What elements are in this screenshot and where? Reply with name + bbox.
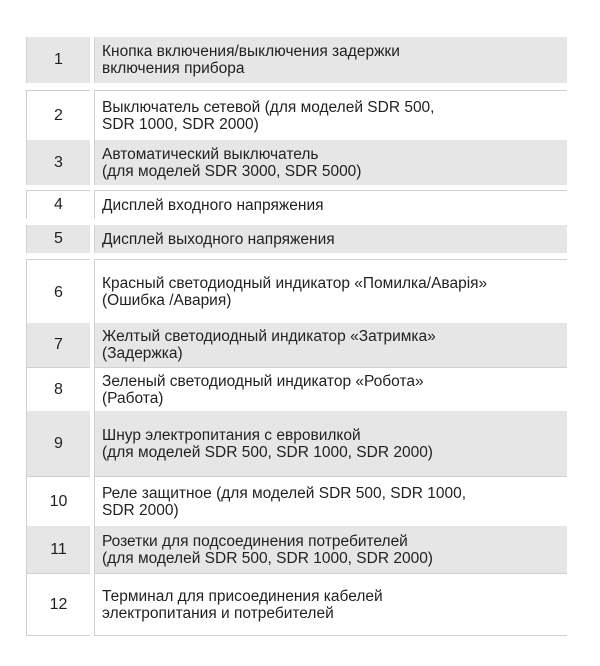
row-description (94, 323, 567, 367)
table-row (26, 476, 567, 526)
row-description-text: Дисплей выходного напряжения (102, 230, 335, 248)
table-row (26, 190, 567, 219)
row-description (94, 37, 567, 83)
row-description-text: Терминал для присоединения кабелей электропитания и потребителей (102, 587, 383, 622)
row-number: 4 (26, 190, 90, 219)
row-description (94, 367, 567, 411)
row-description (94, 411, 567, 476)
row-number: 1 (26, 37, 90, 83)
row-description (94, 573, 567, 636)
table-row (26, 323, 567, 367)
row-description-text: Желтый светодиодный индикатор «Затримка» (Задержка) (102, 328, 436, 362)
row-description (94, 90, 567, 140)
row-description (94, 140, 567, 185)
row-number: 11 (26, 526, 90, 573)
row-number: 12 (26, 573, 90, 636)
row-number: 8 (26, 367, 90, 411)
row-number: 7 (26, 323, 90, 367)
table-row (26, 90, 567, 140)
table-row (26, 259, 567, 323)
row-description-text: Реле защитное (для моделей SDR 500, SDR 1000, SDR 2000) (102, 484, 467, 519)
row-description-text: Зеленый светодиодный индикатор «Робота» (Работа) (102, 372, 424, 407)
row-description-text: Выключатель сетевой (для моделей SDR 500, SDR 1000, SDR 2000) (102, 98, 435, 133)
row-description-text: Автоматический выключатель (для моделей SDR 3000, SDR 5000) (102, 145, 362, 180)
row-number: 3 (26, 140, 90, 185)
row-description (94, 476, 567, 526)
row-number: 9 (26, 411, 90, 476)
row-description (94, 225, 567, 253)
row-description-text: Красный светодиодный индикатор «Помилка/Аварія» (Ошибка /Авария) (102, 275, 488, 309)
row-description (94, 526, 567, 573)
row-description-text: Шнур электропитания с евровилкой (для моделей SDR 500, SDR 1000, SDR 2000) (102, 426, 433, 461)
table-row (26, 526, 567, 573)
table-row (26, 140, 567, 185)
table-row (26, 411, 567, 476)
row-description-text: Кнопка включения/выключения задержки включения прибора (102, 43, 400, 77)
row-number: 6 (26, 259, 90, 323)
row-description (94, 259, 567, 323)
row-description (94, 190, 567, 219)
table-row (26, 225, 567, 253)
row-number: 5 (26, 225, 90, 253)
row-description-text: Розетки для подсоединения потребителей (для моделей SDR 500, SDR 1000, SDR 2000) (102, 532, 433, 567)
table-row (26, 573, 567, 636)
row-number: 10 (26, 476, 90, 526)
row-description-text: Дисплей входного напряжения (102, 196, 324, 214)
table-row (26, 37, 567, 83)
row-number: 2 (26, 90, 90, 140)
table-row (26, 367, 567, 411)
